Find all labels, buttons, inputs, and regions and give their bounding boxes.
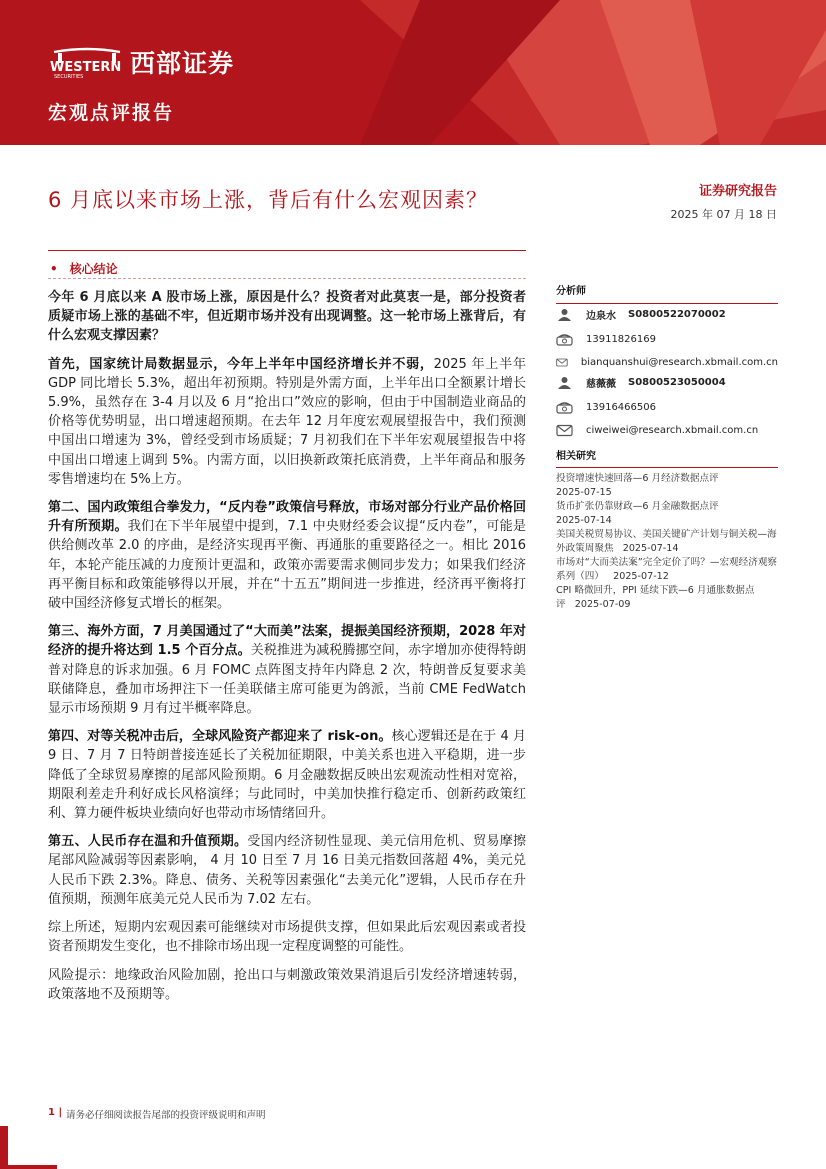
sidebar-divider — [556, 303, 778, 304]
analyst-email-row — [556, 422, 778, 439]
logo-mark — [48, 44, 126, 80]
logo-text-sub: SECURITIES — [54, 74, 84, 80]
logo-text-en: WESTERN — [50, 60, 122, 75]
main-body — [48, 288, 526, 1013]
related-item[interactable]: 投资增速快速回落—6 月经济数据点评 2025-07-15 — [556, 473, 719, 498]
corner-decoration — [0, 1126, 8, 1169]
risk-paragraph: 风险提示：地缘政治风险加剧，抢出口与刺激政策效果消退后引发经济增速转弱，政策落地不及预期等。 — [48, 967, 526, 1002]
company-logo — [48, 44, 234, 80]
summary-paragraph: 综上所述，短期内宏观因素可能继续对市场提供支撑，但如果此后宏观因素或者投资者预期发生变化，也不排除市场出现一定程度调整的可能性。 — [48, 920, 526, 955]
corner-decoration — [0, 1165, 57, 1169]
section-divider — [48, 250, 526, 251]
analysts-section — [556, 282, 778, 304]
body-paragraph: 首先，国家统计局数据显示，今年上半年中国经济增长并不弱，2025 年上半年 GDP 同比增长 5.3%，超出年初预期。特别是外需方面，上半年出口全额累计增长 5.9%，虽然存在 3-4 月以及 6 月“抢出口”效应的影响，但由于中国制造业商品的价格等优势明显，出口增速超预期。在去年 12 月年度宏观展望报告中，我们预测中国出口增速为 3%，曾经受到市场质疑；7 月初我们在下半年宏观展望报告中将中国出口增速上调到 5%。内需方面，以旧换新政策托底消费，上半年商品和服务零售增速均在 5%上方。 — [48, 356, 526, 487]
related-item[interactable]: 货币扩张仍靠财政—6 月金融数据点评 2025-07-14 — [556, 501, 719, 526]
analyst-email[interactable]: ciweiwei@research.xbmail.com.cn — [586, 425, 759, 436]
analyst-email[interactable]: bianquanshui@research.xbmail.com.cn — [580, 357, 778, 368]
email-icon — [556, 356, 568, 369]
phone-icon — [556, 401, 573, 414]
analyst-email-row — [556, 354, 778, 371]
analyst-phone[interactable]: 13911826169 — [586, 334, 656, 345]
body-paragraph: 第五、人民币存在温和升值预期。受国内经济韧性显现、美元信用危机、贸易摩擦尾部风险减弱等因素影响， 4 月 10 日至 7 月 16 日美元指数回落超 4%，美元兑人民币下跌 2.3%。降息、债务、关税等因素强化“去美元化”逻辑，人民币存在升值预期，预测年底美元兑人民币为 7.02 左右。 — [48, 834, 526, 907]
email-icon — [556, 424, 573, 437]
analyst-card — [556, 374, 778, 439]
section-divider-dashed — [48, 278, 526, 279]
analyst-phone-row — [556, 399, 778, 416]
related-item[interactable]: 市场对“大而美法案”完全定价了吗？—宏观经济观察系列（四） 2025-07-12 — [556, 557, 778, 582]
footer-disclaimer: 请务必仔细阅读报告尾部的投资评级说明和声明 — [66, 1110, 266, 1121]
body-paragraph: 第四、对等关税冲击后，全球风险资产都迎来了 risk-on。核心逻辑还是在于 4 月 9 日、7 月 7 日特朗普接连延长了关税加征期限，中美关系也进入平稳期，进一步降低了全球贸易摩擦的尾部风险预期。6 月金融数据反映出宏观流动性相对宽裕，期限利差走升利好成长风格演绎；与此同时，中美加快推行稳定币、创新药政策红利、算力硬件板块业绩向好也带动市场情绪回升。 — [48, 729, 526, 822]
person-icon — [556, 308, 573, 321]
header-banner — [0, 0, 826, 145]
report-category: 宏观点评报告 — [48, 102, 175, 124]
report-date: 2025 年 07 月 18 日 — [670, 208, 777, 221]
intro-paragraph: 今年 6 月底以来 A 股市场上涨，原因是什么？投资者对此莫衷一是，部分投资者质疑市场上涨的基础不牢，但近期市场并没有出现调整。这一轮市场上涨背后，有什么宏观支撑因素？ — [48, 290, 526, 344]
analyst-name-row: 慈薇薇 S0800523050004 — [556, 374, 778, 391]
bullet-icon: • — [50, 262, 58, 276]
related-research-section — [556, 447, 778, 612]
analysts-heading: 分析师 — [556, 286, 586, 297]
body-paragraph: 第三、海外方面，7 月美国通过了“大而美”法案，提振美国经济预期，2028 年对经济的提升将达到 1.5 个百分点。关税推进为减税腾挪空间，赤字增加亦使得特朗普对降息的诉求加强。6 月 FOMC 点阵图支持年内降息 2 次，特朗普反复要求美联储降息，叠加市场押注下一任美联储主席可能更为鸽派，当前 CME FedWatch 显示市场预期 9 月有过半概率降息。 — [48, 624, 526, 717]
person-icon — [556, 376, 573, 389]
report-type-label: 证券研究报告 — [698, 184, 777, 199]
logo-text-cn: 西部证券 — [130, 49, 235, 78]
sidebar-divider — [556, 467, 778, 468]
report-title: 6 月底以来市场上涨，背后有什么宏观因素？ — [48, 188, 489, 212]
analyst-phone-row — [556, 331, 778, 348]
related-item[interactable]: 美国关税贸易协议、美国关键矿产计划与铜关税—海外政策周聚焦 2025-07-14 — [556, 529, 777, 554]
related-heading: 相关研究 — [556, 451, 596, 462]
phone-icon — [556, 333, 573, 346]
analyst-name-row: 边泉水 S0800522070002 — [556, 306, 778, 323]
related-item[interactable]: CPI 略微回升，PPI 延续下跌—6 月通胀数据点评 2025-07-09 — [556, 585, 755, 610]
analyst-phone[interactable]: 13916466506 — [586, 402, 656, 413]
body-paragraph: 第二、国内政策组合拳发力，“反内卷”政策信号释放，市场对部分行业产品价格回升有所预期。我们在下半年展望中提到，7.1 中央财经委会议提“反内卷”，可能是供给侧改革 2.0 的序曲，是经济实现再平衡、再通胀的重要路径之一。相比 2016 年，本轮产能压减的力度预计更温和，政策亦需要需求侧同步发力；如果我们经济再平衡目标和政策能够得以开展，并在“十五五”期间进一步推进，经济再平衡将打破中国经济修复式增长的框架。 — [48, 500, 526, 612]
page-number: 1 | — [48, 1107, 63, 1118]
core-conclusion-heading: • 核心结论 — [50, 262, 118, 276]
analyst-card — [556, 306, 778, 371]
